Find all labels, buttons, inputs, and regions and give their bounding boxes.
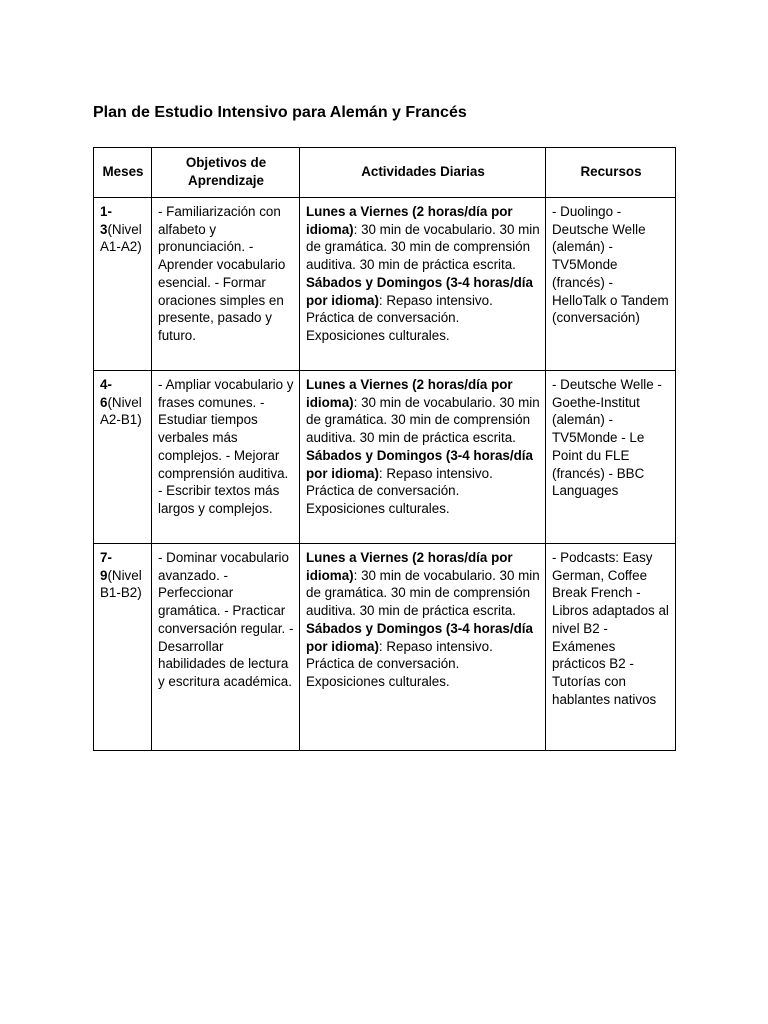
months-level: (Nivel B1-B2) xyxy=(100,567,142,601)
weekday-text: : 30 min de vocabulario. 30 min de gramática. 30 min de comprensión auditiva. 30 min de práctica escrita. xyxy=(306,567,540,619)
header-meses: Meses xyxy=(94,148,152,198)
activities-cell xyxy=(300,544,546,751)
weekday-heading: Lunes a Viernes (2 horas/día por idioma) xyxy=(306,204,513,237)
weekday-text: : 30 min de vocabulario. 30 min de gramática. 30 min de comprensión auditiva. 30 min de práctica escrita. xyxy=(306,394,540,446)
months-cell xyxy=(94,198,152,371)
months-range: 4-6 xyxy=(100,377,112,410)
weekend-text: : Repaso intensivo. Práctica de conversación. Exposiciones culturales. xyxy=(306,465,493,516)
months-level: (Nivel A1-A2) xyxy=(100,221,142,255)
objectives-cell: - Familiarización con alfabeto y pronunciación. - Aprender vocabulario esencial. - Formar oraciones simples en presente, pasado y futuro. xyxy=(152,198,300,371)
table-row xyxy=(94,198,676,371)
months-cell xyxy=(94,371,152,544)
table-header xyxy=(94,148,676,198)
weekday-text: : 30 min de vocabulario. 30 min de gramática. 30 min de comprensión auditiva. 30 min de práctica escrita. xyxy=(306,221,540,273)
objectives-cell: - Ampliar vocabulario y frases comunes. - Estudiar tiempos verbales más complejos. - Mejorar comprensión auditiva. - Escribir textos más largos y complejos. xyxy=(152,371,300,544)
table-body xyxy=(94,198,676,751)
header-objetivos: Objetivos de Aprendizaje xyxy=(152,148,300,198)
header-recursos: Recursos xyxy=(546,148,676,198)
months-range: 1-3 xyxy=(100,204,112,237)
table-row xyxy=(94,371,676,544)
header-actividades: Actividades Diarias xyxy=(300,148,546,198)
weekday-heading: Lunes a Viernes (2 horas/día por idioma) xyxy=(306,550,513,583)
resources-cell: - Duolingo - Deutsche Welle (alemán) - TV5Monde (francés) - HelloTalk o Tandem (conversación) xyxy=(546,198,676,371)
months-level: (Nivel A2-B1) xyxy=(100,394,142,428)
activities-cell xyxy=(300,371,546,544)
table-row xyxy=(94,544,676,751)
activities-cell xyxy=(300,198,546,371)
document-title: Plan de Estudio Intensivo para Alemán y Francés xyxy=(93,104,467,121)
weekend-heading: Sábados y Domingos (3-4 horas/día por idioma) xyxy=(306,274,533,308)
weekend-text: : Repaso intensivo. Práctica de conversación. Exposiciones culturales. xyxy=(306,638,493,689)
header-row xyxy=(94,148,676,198)
weekend-text: : Repaso intensivo. Práctica de conversación. Exposiciones culturales. xyxy=(306,292,493,343)
objectives-cell: - Dominar vocabulario avanzado. - Perfeccionar gramática. - Practicar conversación regular. - Desarrollar habilidades de lectura y escritura académica. xyxy=(152,544,300,751)
resources-cell: - Deutsche Welle - Goethe-Institut (alemán) - TV5Monde - Le Point du FLE (francés) - BBC Languages xyxy=(546,371,676,544)
months-range: 7-9 xyxy=(100,550,112,583)
study-plan-table xyxy=(93,147,676,751)
months-cell xyxy=(94,544,152,751)
resources-cell: - Podcasts: Easy German, Coffee Break French - Libros adaptados al nivel B2 - Exámenes prácticos B2 - Tutorías con hablantes nativos xyxy=(546,544,676,751)
weekend-heading: Sábados y Domingos (3-4 horas/día por idioma) xyxy=(306,620,533,654)
weekend-heading: Sábados y Domingos (3-4 horas/día por idioma) xyxy=(306,447,533,481)
weekday-heading: Lunes a Viernes (2 horas/día por idioma) xyxy=(306,377,513,410)
